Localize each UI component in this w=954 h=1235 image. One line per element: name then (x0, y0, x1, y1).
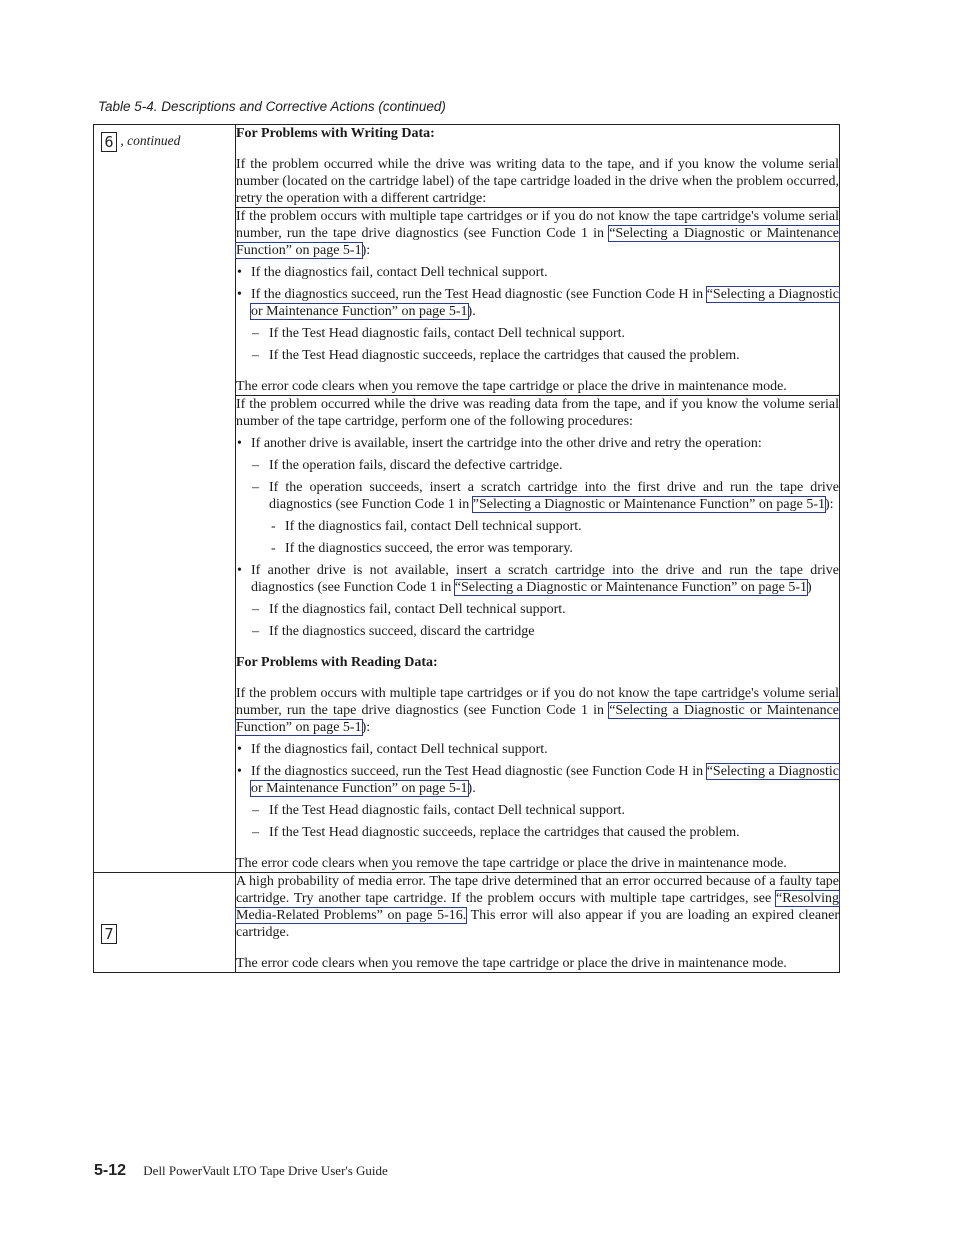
diagnostic-function-link[interactable]: “Selecting a Diagnostic or Maintenance Function” on page 5-1 (251, 287, 839, 319)
page-footer (94, 1162, 388, 1180)
sub-list (251, 601, 839, 640)
error-code-7-display: 7 (101, 924, 117, 944)
list-item (236, 286, 839, 364)
text-span: If the diagnostics succeed, run the Test Head diagnostic (see Function Code H in (251, 287, 707, 302)
list-item: – If the diagnostics fail, contact Dell technical support. (251, 601, 839, 618)
list-item: – If the Test Head diagnostic succeeds, replace the cartridges that caused the problem. (251, 824, 839, 841)
error-clears-note: The error code clears when you remove the tape cartridge or place the drive in maintenance mode. (236, 856, 787, 871)
sub-list (251, 457, 839, 557)
diagnostics-list (236, 264, 839, 364)
diagnostic-function-link[interactable]: ”Selecting a Diagnostic or Maintenance Function” on page 5-1 (472, 497, 825, 512)
reading-intro: If the problem occurred while the drive was reading data from the tape, and if you know the volume serial number of the tape cartridge, perform one of the following procedures: (236, 397, 839, 429)
text-span: ): (361, 720, 371, 735)
media-error-description (236, 873, 840, 973)
error-clears-note: The error code clears when you remove the tape cartridge or place the drive in maintenance mode. (236, 379, 787, 394)
text-span: This error will also appear if you are loading an expired cleaner cartridge. (236, 908, 839, 940)
list-item: • If the diagnostics fail, contact Dell technical support. (236, 741, 839, 758)
list-item: - If the diagnostics fail, contact Dell technical support. (269, 518, 839, 535)
text-span: If the problem occurs with multiple tape cartridges or if you do not know the tape cartridge's volume serial number, run the tape drive diagnostics (see Function Code 1 in (236, 209, 839, 241)
list-item: – If the Test Head diagnostic succeeds, replace the cartridges that caused the problem. (251, 347, 839, 364)
error-code-cell-7 (94, 873, 236, 973)
writing-data-paragraph: If the problem occurred while the drive was writing data to the tape, and if you know the volume serial number (located on the cartridge label) of the tape cartridge loaded in the drive when the problem occurred, retry the operation with a different cartridge: (236, 157, 839, 206)
page-number: 5-12 (94, 1162, 127, 1179)
media-problems-link[interactable]: “Resolving Media-Related Problems” on page 5-16. (236, 891, 839, 923)
diagnostic-function-link[interactable]: “Selecting a Diagnostic or Maintenance Function” on page 5-1 (251, 764, 839, 796)
text-span: ): (825, 497, 834, 512)
reading-data-heading: For Problems with Reading Data: (236, 655, 438, 670)
continued-note: , continued (120, 133, 181, 149)
text-span: If the operation succeeds, insert a scratch cartridge into the first drive and run the tape drive diagnostics (see Function Code 1 in (269, 480, 839, 512)
text-span: ) (807, 580, 812, 595)
error-code-cell-6 (94, 125, 236, 873)
list-item (236, 562, 839, 640)
text-span: If the diagnostics succeed, run the Test Head diagnostic (see Function Code H in (251, 764, 707, 779)
procedures-list (236, 435, 839, 640)
list-item: - If the diagnostics succeed, the error was temporary. (269, 540, 839, 557)
text-span: ). (467, 781, 476, 796)
text-span: A high probability of media error. The tape drive determined that an error occurred because of a faulty tape cartridge. Try another tape cartridge. If the problem occurs with multiple tape cartridges, see (236, 874, 839, 906)
reading-diagnostics-intro (236, 685, 839, 736)
list-item: – If the Test Head diagnostic fails, contact Dell technical support. (251, 802, 839, 819)
sub-list (251, 325, 839, 364)
sub-list (251, 802, 839, 841)
error-code-6-display: 6 (101, 132, 117, 152)
corrective-actions-table (93, 124, 840, 973)
reading-data-description (236, 396, 840, 873)
text-span: ). (467, 304, 476, 319)
diagnostic-function-link[interactable]: “Selecting a Diagnostic or Maintenance Function” on page 5-1 (236, 226, 840, 258)
list-item: – If the Test Head diagnostic fails, contact Dell technical support. (251, 325, 839, 342)
list-item (251, 479, 839, 557)
text-span: If the problem occurs with multiple tape cartridges or if you do not know the tape cartridge's volume serial number, run the tape drive diagnostics (see Function Code 1 in (236, 686, 839, 718)
text-span: If another drive is not available, insert a scratch cartridge into the drive and run the tape drive diagnostics (see Function Code 1 in (251, 563, 839, 595)
diagnostic-function-link[interactable]: “Selecting a Diagnostic or Maintenance Function” on page 5-1 (236, 703, 840, 735)
diagnostics-intro (236, 208, 839, 259)
list-item: – If the diagnostics succeed, discard the cartridge (251, 623, 839, 640)
text-span: If another drive is available, insert the cartridge into the other drive and retry the operation: (251, 436, 762, 451)
sub-sub-list (269, 518, 839, 557)
writing-data-description (236, 125, 840, 208)
list-item (236, 763, 839, 841)
text-span: ): (361, 243, 371, 258)
table-row (94, 873, 840, 973)
error-clears-note: The error code clears when you remove the tape cartridge or place the drive in maintenance mode. (236, 956, 787, 971)
list-item: – If the operation fails, discard the defective cartridge. (251, 457, 839, 474)
multiple-cartridges-writing-description (236, 208, 840, 396)
list-item: • If the diagnostics fail, contact Dell technical support. (236, 264, 839, 281)
table-caption: Table 5-4. Descriptions and Corrective Actions (continued) (98, 99, 446, 114)
writing-data-heading: For Problems with Writing Data: (236, 126, 435, 141)
footer-title: Dell PowerVault LTO Tape Drive User's Guide (143, 1163, 388, 1178)
media-error-paragraph (236, 873, 839, 941)
list-item (236, 435, 839, 557)
table-row (94, 125, 840, 208)
diagnostic-function-link[interactable]: “Selecting a Diagnostic or Maintenance Function” on page 5-1 (454, 580, 807, 595)
reading-diagnostics-list (236, 741, 839, 841)
